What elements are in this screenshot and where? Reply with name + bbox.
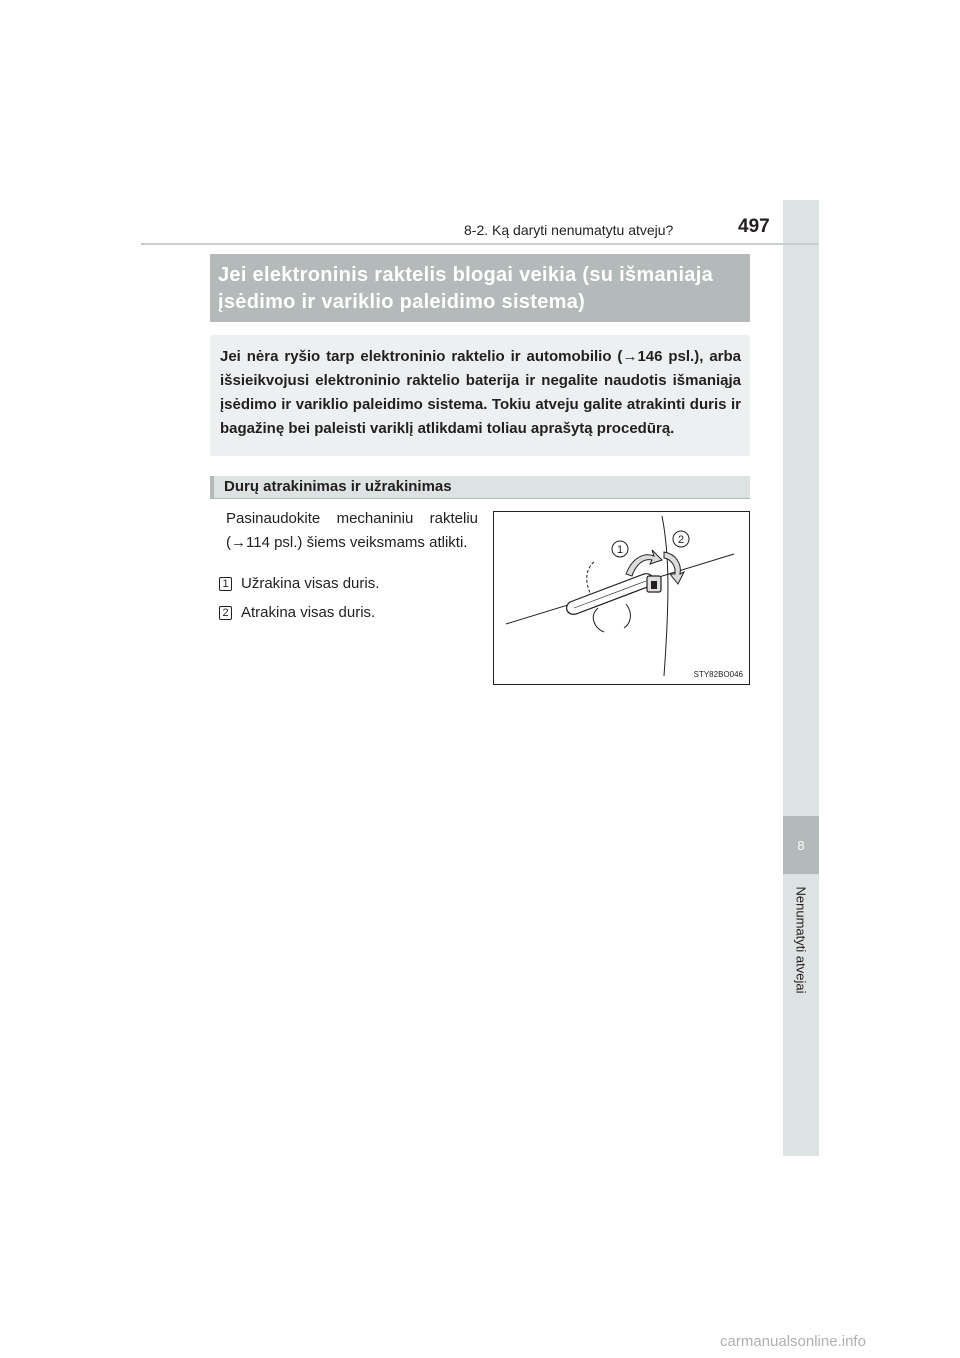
step-item-1: [219, 575, 379, 592]
intro-paragraph: [220, 345, 741, 441]
reference-arrow-icon: →: [622, 348, 638, 365]
subsection-title: Durų atrakinimas ir užrakinimas: [224, 478, 452, 495]
chapter-number: 8: [797, 837, 805, 853]
step-text: Atrakina visas duris.: [241, 604, 376, 621]
section-title-line-2: įsėdimo ir variklio paleidimo sistema): [218, 291, 586, 313]
step-text: Užrakina visas duris.: [241, 575, 380, 592]
step-number-badge: 1: [219, 577, 232, 591]
subsection-heading-box: [210, 476, 750, 499]
header-divider: [141, 243, 819, 245]
body-text-2[interactable]: 114 psl.) šiems veiksmams atlikti.: [246, 534, 468, 551]
reference-arrow-icon: →: [231, 534, 246, 551]
intro-text-1: Jei nėra ryšio tarp elektroninio raktelio ir automobilio (: [220, 348, 623, 365]
figure-code: STY82BO046: [693, 670, 743, 679]
step-number-badge: 2: [219, 606, 232, 620]
body-paragraph: [226, 507, 478, 555]
chapter-side-strip: [783, 200, 819, 1156]
section-title-box: [210, 254, 750, 322]
door-handle-illustration: [493, 511, 750, 685]
intro-box: [210, 335, 750, 456]
callout-1: 1: [616, 544, 624, 556]
section-title-line-1: Jei elektroninis raktelis blogai veikia (su išmaniaja: [218, 264, 714, 286]
callout-2: 2: [677, 534, 685, 546]
chapter-label: Nenumatyti atvejai: [793, 886, 809, 994]
page-reference-link[interactable]: 146 psl.: [637, 348, 695, 365]
chapter-tab[interactable]: [783, 816, 819, 874]
section-reference: 8-2. Ką daryti nenumatytu atveju?: [464, 222, 674, 238]
body-text-1: Pasinaudokite mechaniniu rakteliu (: [226, 510, 478, 551]
step-item-2: [219, 604, 375, 621]
page-number: 497: [738, 216, 770, 237]
door-handle-drawing: [494, 512, 749, 684]
watermark: carmanualsonline.info: [720, 1333, 866, 1350]
intro-text-2: ), arba išsieikvojusi elektroninio raktelio baterija ir negalite naudotis išmaniąja įsėdimo ir variklio paleidimo sistema. Tokiu atveju galite atrakinti duris ir bagažinę bei paleisti variklį atlikdami toliau aprašytą procedūrą.: [220, 348, 741, 437]
